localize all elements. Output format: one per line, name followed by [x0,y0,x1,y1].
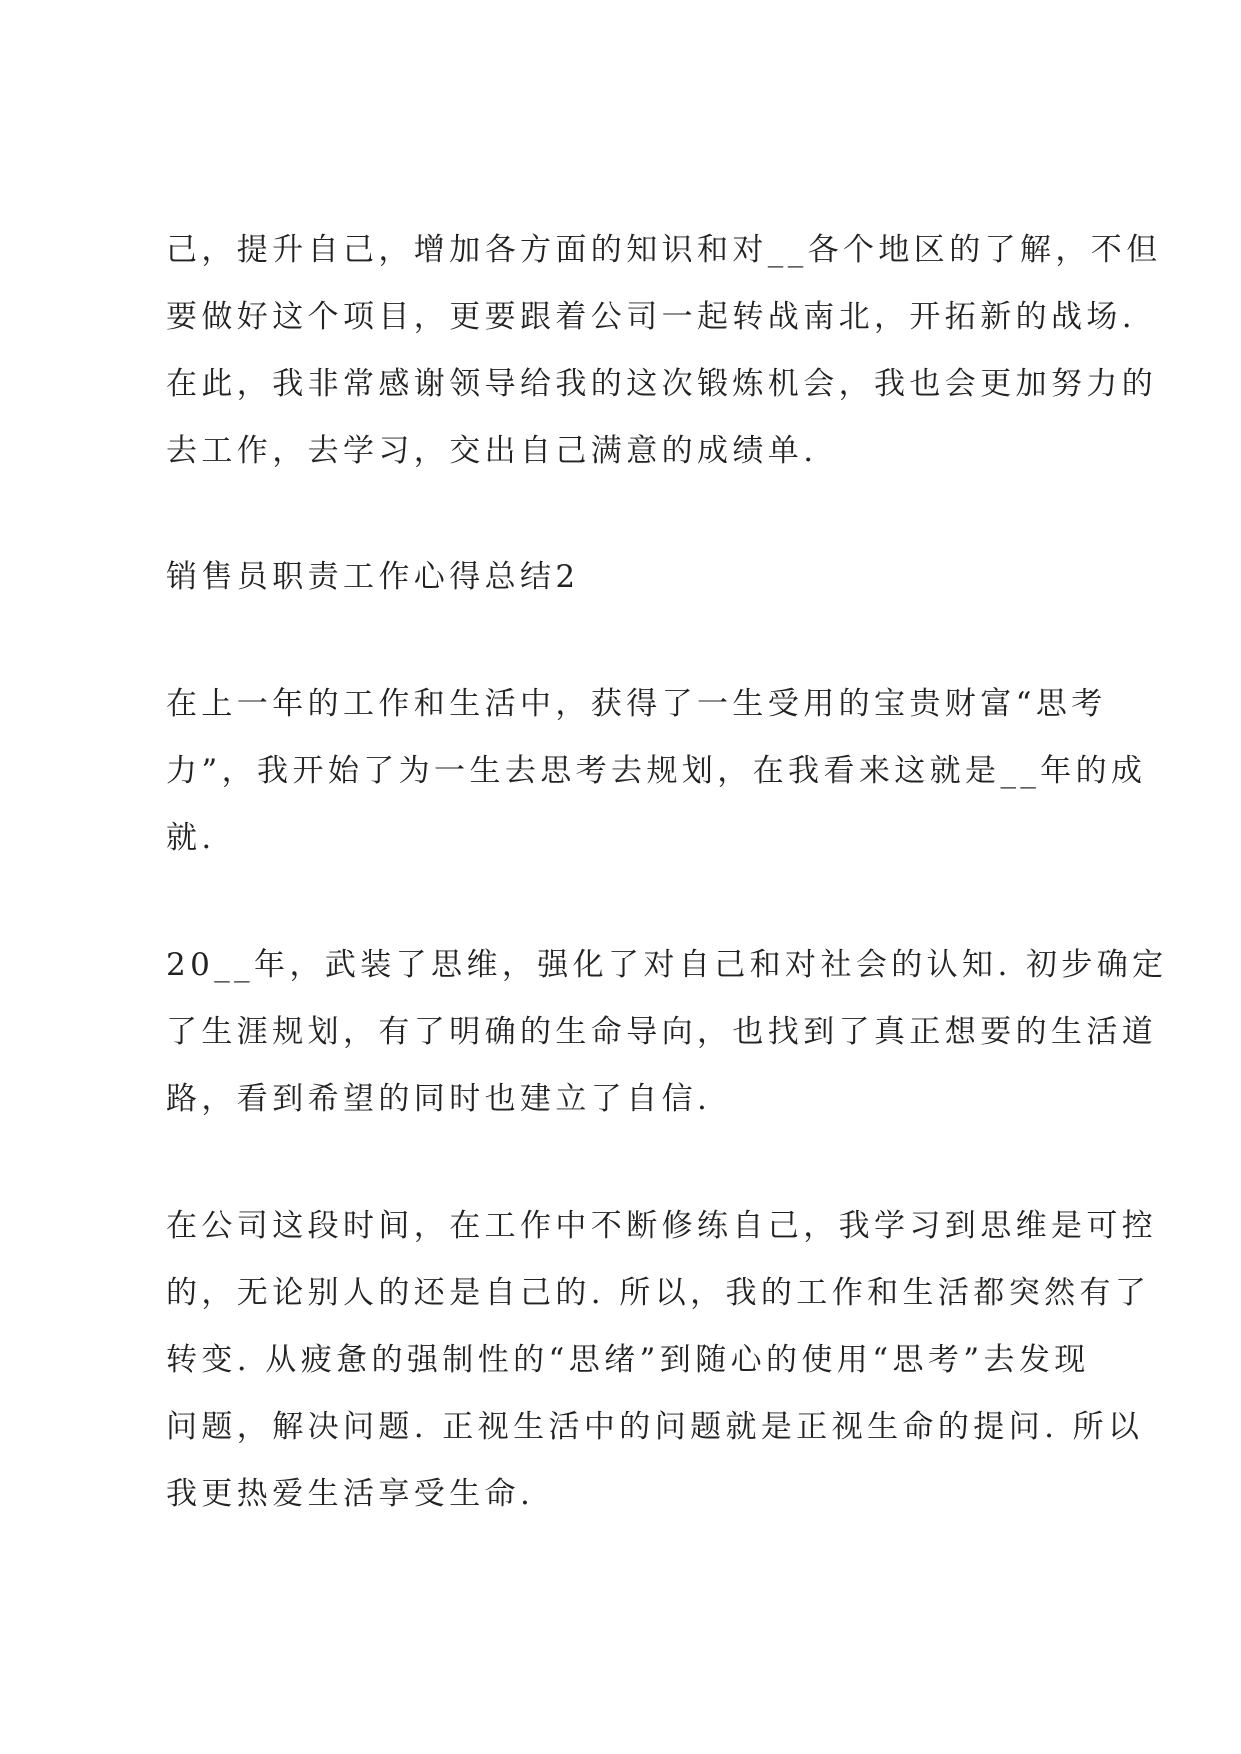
paragraph-4-line-5: 我更热爱生活享受生命. [166,1476,535,1512]
paragraph-2-line-3: 就. [166,820,216,856]
paragraph-4-line-1: 在公司这段时间，在工作中不断修练自己，我学习到思维是可控 [166,1208,1158,1244]
section-heading: 销售员职责工作心得总结2 [166,559,580,595]
paragraph-2-line-2: 力”，我开始了为一生去思考去规划，在我看来这就是__年的成 [166,753,1147,789]
paragraph-3-line-3: 路，看到希望的同时也建立了自信. [166,1081,712,1117]
paragraph-4-line-3: 转变. 从疲惫的强制性的“思绪”到随心的使用“思考”去发现 [166,1342,1090,1378]
paragraph-3-line-1: 20__年，武装了思维，强化了对自己和对社会的认知. 初步确定 [166,947,1168,983]
paragraph-4-line-4: 问题，解决问题. 正视生活中的问题就是正视生命的提问. 所以 [166,1409,1144,1445]
paragraph-1-line-3: 在此，我非常感谢领导给我的这次锻炼机会，我也会更加努力的 [166,366,1158,402]
paragraph-2-line-1: 在上一年的工作和生活中，获得了一生受用的宝贵财富“思考 [166,686,1107,722]
paragraph-3-line-2: 了生涯规划，有了明确的生命导向，也找到了真正想要的生活道 [166,1014,1158,1050]
paragraph-1-line-1: 己，提升自己，增加各方面的知识和对__各个地区的了解，不但 [166,232,1162,268]
paragraph-1-line-4: 去工作，去学习，交出自己满意的成绩单. [166,433,818,469]
paragraph-1-line-2: 要做好这个项目，更要跟着公司一起转战南北，开拓新的战场. [166,299,1137,335]
paragraph-4-line-2: 的，无论别人的还是自己的. 所以，我的工作和生活都突然有了 [166,1275,1151,1311]
